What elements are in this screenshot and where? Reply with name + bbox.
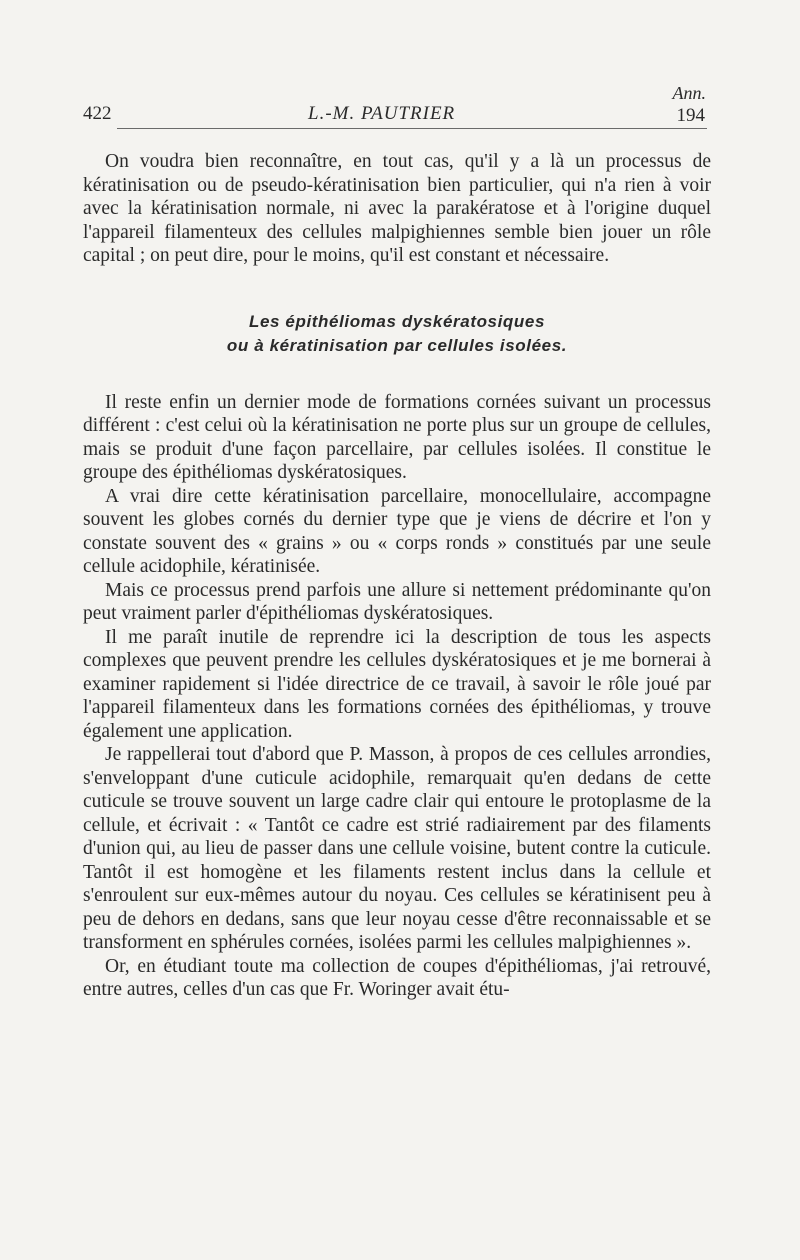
paragraph: On voudra bien reconnaître, en tout cas, qu'il y a là un processus de kératinisation ou de pseudo-kératinisation bien particulier, qui n'a rien à voir avec la kératinisation normale, ni avec la parakératose et à l'origine duquel l'appareil filamenteux des cellules malpighiennes semble bien jouer un rôle capital ; on peut dire, pour le moins, qu'il est constant et nécessaire. bbox=[83, 151, 711, 266]
header-rule bbox=[117, 128, 707, 129]
section-heading-line2: ou à kératinisation par cellules isolées. bbox=[226, 335, 568, 355]
section-heading bbox=[83, 310, 711, 358]
paragraph: Or, en étudiant toute ma collection de coupes d'épithéliomas, j'ai retrouvé, entre autres, celles d'un cas que Fr. Woringer avait étu- bbox=[83, 955, 711, 1000]
running-head-author: L.-M. PAUTRIER bbox=[308, 103, 456, 124]
section-heading-line1: Les épithéliomas dyskératosiques bbox=[248, 311, 546, 331]
article-body bbox=[83, 150, 711, 1002]
paragraph: Mais ce processus prend parfois une allure si nettement prédominante qu'on peut vraiment parler d'épithéliomas dyskératosiques. bbox=[83, 579, 711, 624]
paragraph: A vrai dire cette kératinisation parcellaire, monocellulaire, accompagne souvent les globes cornés du dernier type que je viens de décrire et l'on y constate souvent des « grains » ou « corps ronds » constitués par une seule cellule acidophile, kératinisée. bbox=[83, 485, 711, 577]
paragraph: Il me paraît inutile de reprendre ici la description de tous les aspects complexes que peuvent prendre les cellules dyskératosiques et je me bornerai à examiner rapidement si l'idée directrice de ce travail, à savoir le rôle joué par l'appareil filamenteux dans les formations cornées des épithéliomas, y trouve également une application. bbox=[83, 626, 711, 742]
page-number: 422 bbox=[83, 103, 112, 124]
paragraph: Je rappellerai tout d'abord que P. Masson, à propos de ces cellules arrondies, s'enveloppant d'une cuticule acidophile, remarquait qu'en dedans de cette cuticule se trouve souvent un large cadre clair qui entoure le protoplasme de la cellule, et écrivait : « Tantôt ce cadre est strié radiairement par des filaments d'union qui, au lieu de passer dans une cellule voisine, butent contre la cuticule. Tantôt il est homogène et les filaments restent inclus dans la cellule et s'enroulent sur eux-mêmes autour du noyau. Ces cellules se kératinisent peu à peu de dehors en dedans, sans que leur noyau cesse d'être reconnaissable et se transforment en sphérules cornées, isolées parmi les cellules malpighiennes ». bbox=[83, 744, 711, 953]
paragraph: Il reste enfin un dernier mode de formations cornées suivant un processus différent : c'est celui où la kératinisation ne porte plus sur un groupe de cellules, mais se produit d'une façon parcellaire, par cellules isolées. Il constitue le groupe des épithéliomas dyskératosiques. bbox=[83, 391, 711, 483]
journal-year: 194 bbox=[676, 105, 705, 126]
journal-abbreviation: Ann. bbox=[672, 83, 706, 103]
